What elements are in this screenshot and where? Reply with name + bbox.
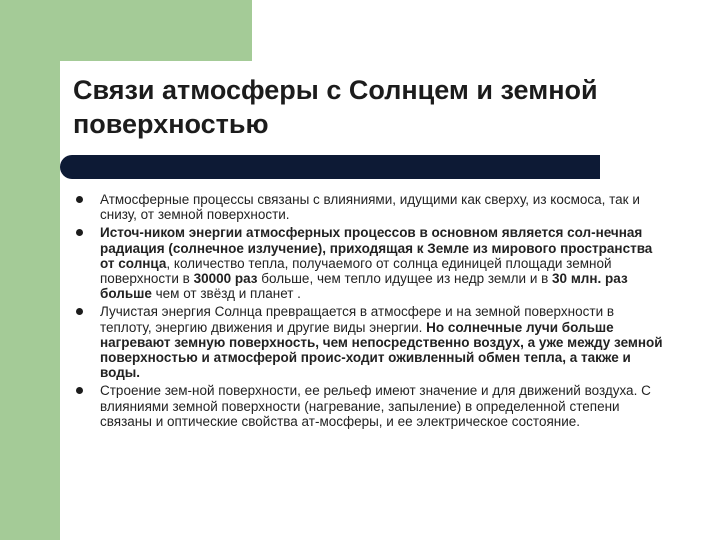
bullet-dot-icon — [76, 229, 83, 236]
bullet-segment: Атмосферные процессы связаны с влияниями, идущими как сверху, из космоса, так и снизу, от земной поверхности. — [100, 192, 640, 223]
bullet-item — [74, 304, 664, 380]
bullet-item — [74, 192, 664, 222]
bullet-segment: чем от звёзд и планет . — [151, 286, 301, 302]
bullet-segment: Но солнечные лучи больше нагревают земную поверхность, чем непосредственно воздух, а уже между земной поверхностью и атмосферой проис-ходит оживленный обмен тепла, а также и воды. — [100, 319, 663, 381]
bullet-dot-icon — [76, 308, 83, 315]
title-underline-bar — [60, 155, 600, 179]
bullet-segment: Источ-ником энергии атмосферных процессов в основном является сол-нечная радиация (солнечное излучение), приходящая к Земле из мирового пространства от солнца — [100, 225, 653, 271]
bullet-dot-icon — [76, 387, 83, 394]
bullet-segment: , количество тепла, получаемого от солнца единицей площади земной поверхности в — [100, 255, 612, 287]
title-underline-rule — [72, 155, 600, 179]
bullet-segment: 30 млн. раз больше — [100, 271, 628, 302]
bullet-list — [74, 192, 664, 432]
bullet-item — [74, 383, 664, 429]
bullet-dot-icon — [76, 196, 83, 203]
bullet-segment: Лучистая энергия Солнца превращается в атмосфере и на земной поверхности в теплоту, энергию движения и другие виды энергии. — [100, 304, 615, 335]
bullet-item — [74, 225, 664, 301]
left-accent-band — [0, 0, 60, 540]
top-accent-block — [0, 0, 252, 61]
bullet-segment: 30000 раз — [193, 271, 258, 287]
bullet-segment: Строение зем-ной поверхности, ее рельеф имеют значение и для движений воздуха. С влияниями земной поверхности (нагревание, запыление) в определенной степени связаны и оптические свойства ат-мосферы, и ее электрическое состояние. — [100, 383, 651, 429]
slide-title: Связи атмосферы с Солнцем и земной поверхностью — [73, 75, 598, 139]
bullet-segment: больше, чем тепло идущее из недр земли и в — [257, 271, 553, 287]
